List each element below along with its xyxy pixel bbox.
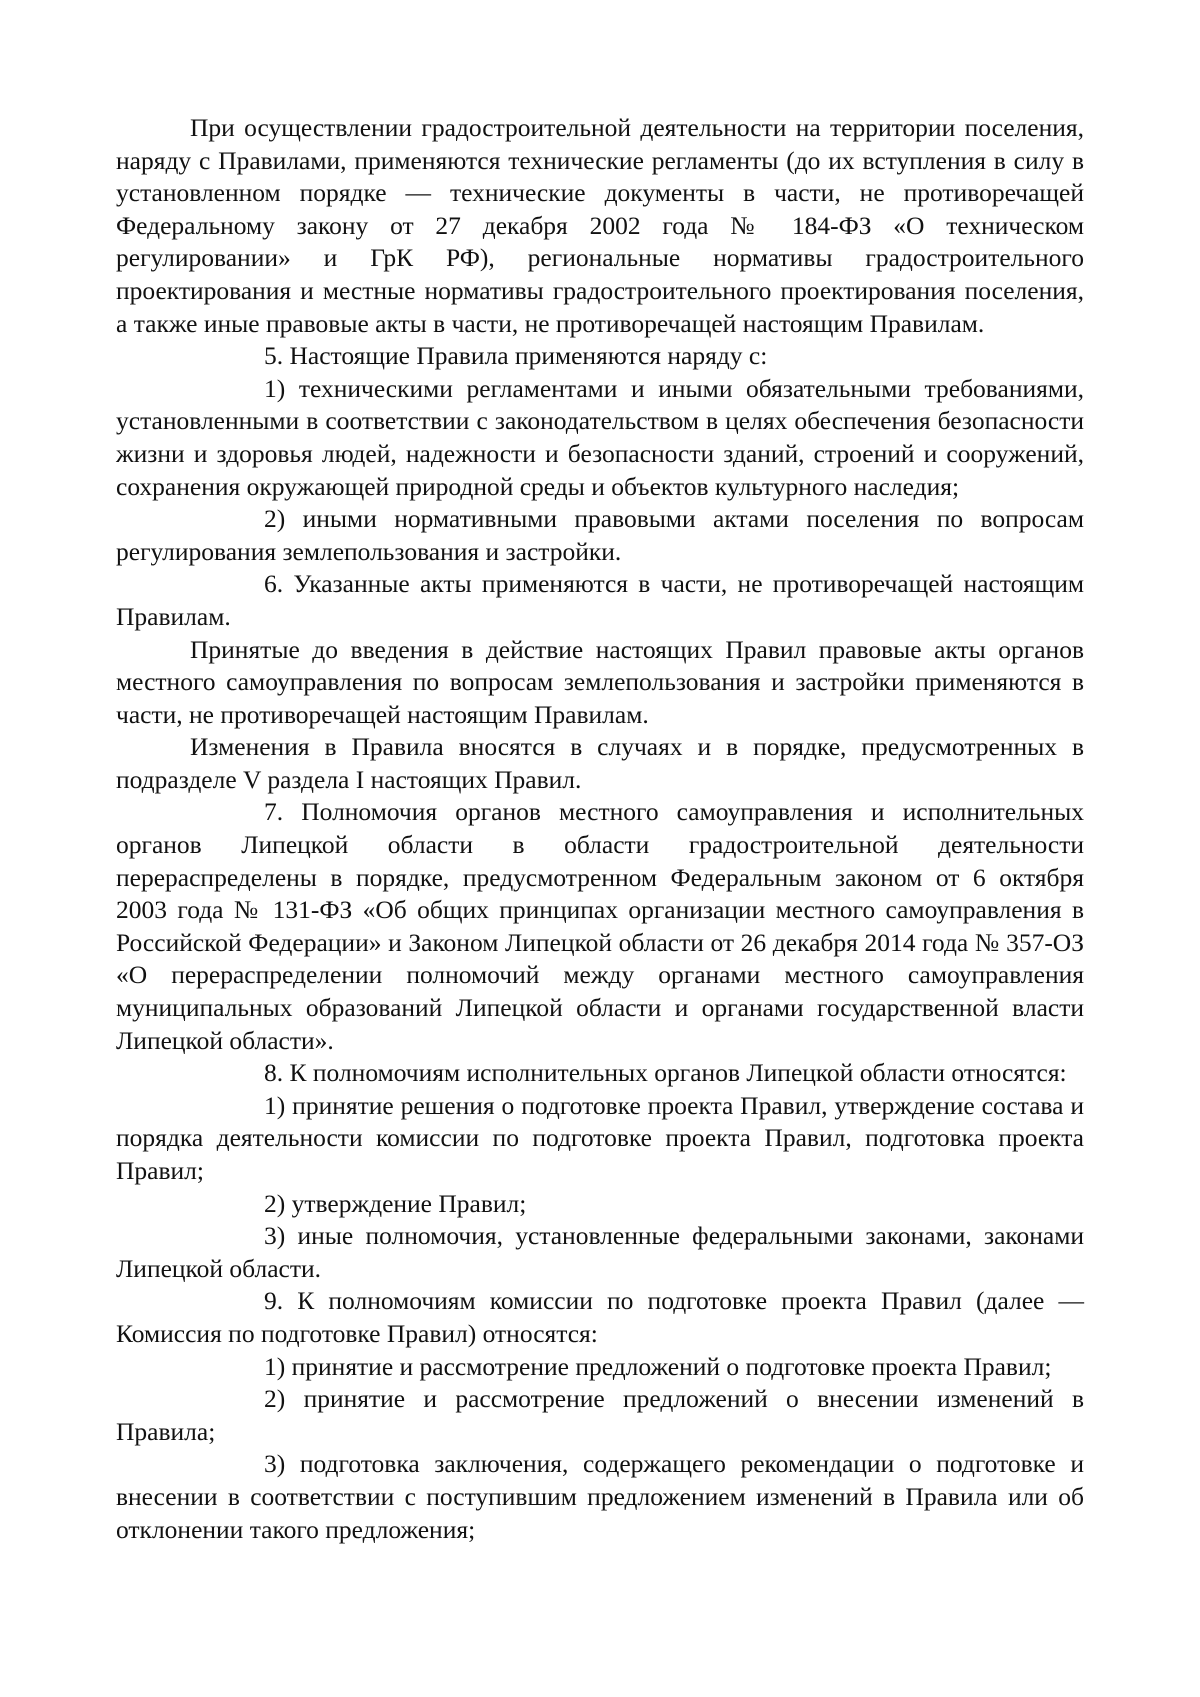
list-item-number: 1) [264,1090,286,1120]
paragraph-number: 5. [264,341,284,371]
paragraph-text: Принятые до введения в действие настоящих Правил правовые акты органов местного самоуправления по вопросам землепользования и застройки применяются в части, не противоречащей настоящим Правилам. [116,634,1084,729]
numbered-paragraph [116,1057,1084,1090]
list-item-number: 2) [264,1188,286,1218]
list-item-number: 3) [264,1449,286,1479]
paragraph-number: 9. [264,1286,284,1316]
paragraph-number: 6. [264,569,284,599]
paragraph-text: Настоящие Правила применяются наряду с: [289,341,768,371]
document-page [116,112,1084,1546]
paragraph-text: Указанные акты применяются в части, не противоречащей настоящим Правилам. [116,569,1084,631]
paragraph [116,731,1084,796]
paragraph-text: К полномочиям комиссии по подготовке проекта Правил (далее — Комиссия по подготовке Правил) относятся: [116,1286,1084,1348]
list-item-text: утверждение Правил; [291,1188,527,1218]
list-item [116,1351,1084,1384]
list-item-number: 3) [264,1221,286,1251]
paragraph-text: К полномочиям исполнительных органов Липецкой области относятся: [289,1058,1067,1088]
list-item-number: 2) [264,504,286,534]
list-item-text: принятие и рассмотрение предложений о подготовке проекта Правил; [291,1351,1052,1381]
numbered-paragraph [116,568,1084,633]
list-item [116,1448,1084,1546]
list-item [116,1090,1084,1188]
numbered-paragraph [116,340,1084,373]
list-item [116,1383,1084,1448]
list-item-text: принятие решения о подготовке проекта Правил, утверждение состава и порядка деятельности комиссии по подготовке проекта Правил, подготовка проекта Правил; [116,1090,1085,1185]
list-item [116,503,1084,568]
list-item [116,373,1084,503]
paragraph-text: При осуществлении градостроительной деятельности на территории поселения, наряду с Правилами, применяются технические регламенты (до их вступления в силу в установленном порядке — технические документы в части, не противоречащей Федеральному закону от 27 декабря 2002 года № 184-ФЗ «О техническом регулировании» и ГрК РФ), региональные нормативы градостроительного проектирования и местные нормативы градостроительного проектирования поселения, а также иные правовые акты в части, не противоречащей настоящим Правилам. [116,113,1084,338]
list-item [116,1188,1084,1221]
paragraph [116,112,1084,340]
list-item-text: техническими регламентами и иными обязательными требованиями, установленными в соответствии с законодательством в целях обеспечения безопасности жизни и здоровья людей, надежности и безопасности зданий, строений и сооружений, сохранения окружающей природной среды и объектов культурного наследия; [116,373,1085,501]
numbered-paragraph [116,796,1084,1057]
paragraph-text: Полномочия органов местного самоуправления и исполнительных органов Липецкой области в области градостроительной деятельности перераспределены в порядке, предусмотренном Федеральным законом от 6 октября 2003 года № 131-ФЗ «Об общих принципах организации местного самоуправления в Российской Федерации» и Законом Липецкой области от 26 декабря 2014 года № 357-ОЗ «О перераспределении полномочий между органами местного самоуправления муниципальных образований Липецкой области и органами государственной власти Липецкой области». [116,797,1085,1055]
paragraph-text: Изменения в Правила вносятся в случаях и в порядке, предусмотренных в подразделе V раздела I настоящих Правил. [116,732,1084,794]
list-item-number: 1) [264,373,286,403]
paragraph-number: 8. [264,1058,284,1088]
list-item-text: иными нормативными правовыми актами поселения по вопросам регулирования землепользования и застройки. [116,504,1084,566]
list-item [116,1220,1084,1285]
list-item-text: принятие и рассмотрение предложений о внесении изменений в Правила; [116,1384,1084,1446]
list-item-text: иные полномочия, установленные федеральными законами, законами Липецкой области. [116,1221,1085,1283]
list-item-number: 1) [264,1351,286,1381]
list-item-number: 2) [264,1384,286,1414]
paragraph [116,634,1084,732]
list-item-text: подготовка заключения, содержащего рекомендации о подготовке и внесении в соответствии с поступившим предложением изменений в Правила или об отклонении такого предложения; [116,1449,1085,1544]
numbered-paragraph [116,1285,1084,1350]
paragraph-number: 7. [264,797,284,827]
